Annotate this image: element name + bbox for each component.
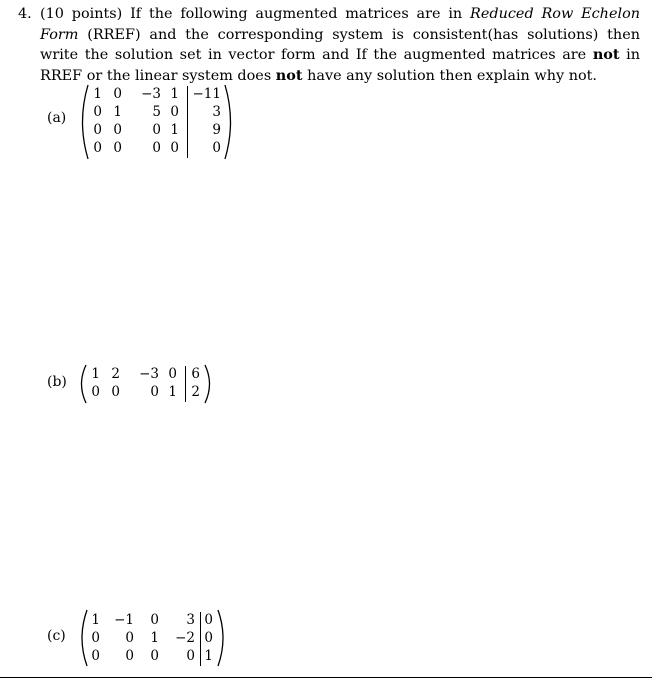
augment-bar: [185, 366, 186, 402]
problem-number: 4.: [18, 6, 32, 22]
matrix-cell: 0: [150, 384, 159, 400]
matrix-cell: −3: [139, 366, 159, 382]
emphasis-not: not: [592, 46, 620, 63]
matrix-cell: 0: [113, 122, 122, 138]
matrix-cell: 5: [152, 104, 161, 120]
matrix-cell: 0: [93, 122, 102, 138]
rref-term: Reduced Row Echelon Form: [40, 6, 641, 43]
emphasis-not: not: [275, 66, 303, 84]
matrix-rhs: −11: [192, 86, 221, 102]
matrix-cell: 3: [186, 612, 195, 628]
problem-text: (10 points) If the following augmented matrices are in Reduced Row Echelon Form (RREF) and the corresponding system is consistent(has solutions) then write the solution set in vector form and If the augmented matrices are not in RREF or the linear system does not have any solution then explain why not.: [40, 6, 641, 84]
matrix-cell: 0: [168, 366, 177, 382]
matrix-cell: 0: [150, 648, 159, 664]
matrix-cell: −2: [175, 630, 195, 646]
matrix-cell: −1: [114, 612, 134, 628]
augment-bar: [200, 612, 201, 666]
matrix-cell: 1: [150, 630, 159, 646]
matrix-cell: 0: [113, 86, 122, 102]
matrix-cell: 0: [186, 648, 195, 664]
matrix-cell: 0: [93, 104, 102, 120]
right-paren: [216, 609, 229, 667]
matrix-rhs: 9: [212, 122, 221, 138]
matrix-rhs: 6: [191, 366, 200, 382]
matrix-cell: 0: [170, 104, 179, 120]
matrix-cell: 0: [111, 384, 120, 400]
matrix-cell: 0: [152, 122, 161, 138]
matrix-cell: 1: [170, 122, 179, 138]
matrix-rhs: 0: [204, 630, 213, 646]
matrix-cell: 1: [91, 612, 100, 628]
matrix-cell: 0: [125, 648, 134, 664]
part-b-label: (b): [47, 374, 67, 390]
bottom-rule: [0, 677, 652, 678]
matrix-cell: 1: [113, 104, 122, 120]
part-c-label: (c): [47, 628, 66, 644]
matrix-cell: 0: [91, 630, 100, 646]
right-paren: [203, 364, 215, 404]
matrix-cell: 0: [93, 140, 102, 156]
matrix-rhs: 0: [204, 612, 213, 628]
matrix-cell: 0: [152, 140, 161, 156]
matrix-cell: 2: [111, 366, 120, 382]
matrix-cell: 0: [170, 140, 179, 156]
matrix-cell: 1: [91, 366, 100, 382]
matrix-cell: 0: [91, 648, 100, 664]
augment-bar: [187, 86, 188, 158]
matrix-cell: −3: [141, 86, 161, 102]
matrix-rhs: 2: [191, 384, 200, 400]
matrix-rhs: 3: [212, 104, 221, 120]
matrix-cell: 1: [93, 86, 102, 102]
matrix-cell: 0: [125, 630, 134, 646]
matrix-rhs: 1: [204, 648, 213, 664]
matrix-cell: 1: [170, 86, 179, 102]
part-a-label: (a): [47, 110, 67, 126]
matrix-cell: 1: [168, 384, 177, 400]
right-paren: [223, 84, 237, 160]
matrix-rhs: 0: [212, 140, 221, 156]
matrix-cell: 0: [91, 384, 100, 400]
problem-statement: [18, 4, 640, 86]
matrix-cell: 0: [150, 612, 159, 628]
matrix-cell: 0: [113, 140, 122, 156]
